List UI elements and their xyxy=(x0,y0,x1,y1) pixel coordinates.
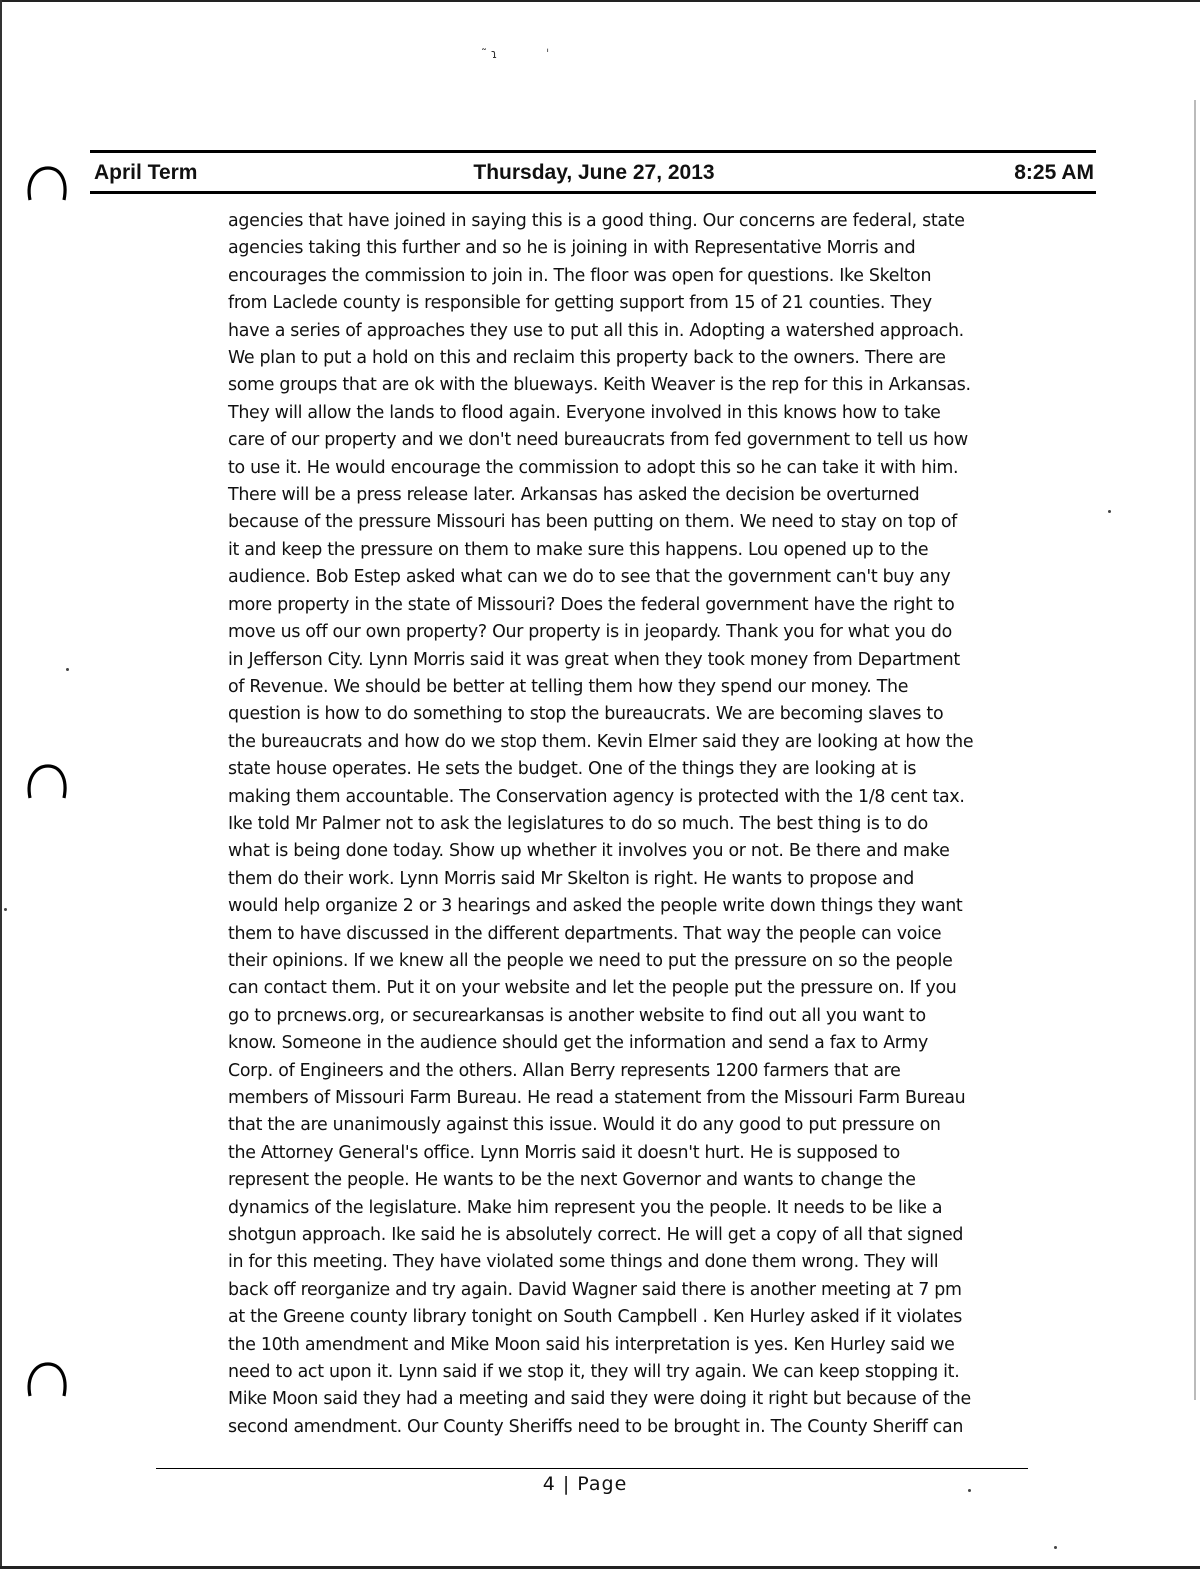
body-line: agencies that have joined in saying this is a good thing. Our concerns are federal, state xyxy=(228,211,965,231)
body-line: at the Greene county library tonight on South Campbell . Ken Hurley asked if it violates xyxy=(228,1307,962,1328)
header-top-rule xyxy=(90,150,1096,153)
header-bottom-rule xyxy=(90,191,1096,194)
body-line: have a series of approaches they use to put all this in. Adopting a watershed approach. xyxy=(228,320,964,341)
scan-artifact-dot xyxy=(1108,510,1111,513)
punch-hole-icon xyxy=(24,1358,70,1404)
body-line: that the are unanimously against this issue. Would it do any good to put pressure on xyxy=(228,1115,941,1136)
body-line: the 10th amendment and Mike Moon said his interpretation is yes. Ken Hurley said we xyxy=(228,1334,955,1355)
scan-edge-right xyxy=(1194,100,1196,1400)
scan-artifact-dot xyxy=(66,668,69,671)
body-line: the Attorney General's office. Lynn Morris said it doesn't hurt. He is supposed to xyxy=(228,1142,900,1163)
scan-artifact-dot xyxy=(968,1489,971,1492)
scan-artifact-dot xyxy=(4,908,7,911)
body-line: what is being done today. Show up whether it involves you or not. Be there and make xyxy=(228,841,950,862)
body-line: their opinions. If we knew all the people we need to put the pressure on so the people xyxy=(228,950,953,971)
body-line: Corp. of Engineers and the others. Allan Berry represents 1200 farmers that are xyxy=(228,1060,901,1081)
meeting-date: Thursday, June 27, 2013 xyxy=(473,161,715,184)
body-line: back off reorganize and try again. David Wagner said there is another meeting at 7 pm xyxy=(228,1279,962,1300)
footer-rule xyxy=(156,1468,1028,1469)
body-line: go to prcnews.org, or securearkansas is another website to find out all you want to xyxy=(228,1005,926,1026)
body-line: to use it. He would encourage the commission to adopt this so he can take it with him. xyxy=(228,457,959,478)
body-line: them to have discussed in the different departments. That way the people can voice xyxy=(228,923,942,944)
body-line: They will allow the lands to flood again. Everyone involved in this knows how to take xyxy=(228,402,941,423)
body-line: can contact them. Put it on your website and let the people put the pressure on. If you xyxy=(228,978,957,999)
body-line: shotgun approach. Ike said he is absolutely correct. He will get a copy of all that signed xyxy=(228,1225,964,1246)
body-line: would help organize 2 or 3 hearings and asked the people write down things they want xyxy=(228,896,963,917)
scan-artifact-mark: ˜ ɿ xyxy=(481,47,498,61)
body-line: state house operates. He sets the budget. One of the things they are looking at is xyxy=(228,759,917,780)
body-line: Mike Moon said they had a meeting and said they were doing it right but because of the xyxy=(228,1389,971,1410)
body-line: in for this meeting. They have violated some things and done them wrong. They will xyxy=(228,1252,939,1273)
punch-hole-icon xyxy=(24,760,70,806)
body-line: care of our property and we don't need bureaucrats from fed government to tell us how xyxy=(228,430,968,451)
body-line: audience. Bob Estep asked what can we do to see that the government can't buy any xyxy=(228,567,951,588)
body-line: second amendment. Our County Sheriffs need to be brought in. The County Sheriff can xyxy=(228,1416,964,1437)
page-header xyxy=(94,159,1094,187)
body-line: in Jefferson City. Lynn Morris said it was great when they took money from Department xyxy=(228,649,960,670)
body-line: Ike told Mr Palmer not to ask the legislatures to do so much. The best thing is to do xyxy=(228,813,928,834)
scan-artifact-mark: ˈ xyxy=(546,47,550,61)
body-line: the bureaucrats and how do we stop them. Kevin Elmer said they are looking at how the xyxy=(228,731,974,752)
body-line: from Laclede county is responsible for getting support from 15 of 21 counties. They xyxy=(228,293,932,314)
scan-edge-left xyxy=(0,0,2,1569)
scan-edge-top xyxy=(0,0,1200,2)
scan-edge-bottom xyxy=(0,1566,1200,1569)
scan-artifact-dot xyxy=(1054,1546,1057,1549)
body-line: represent the people. He wants to be the next Governor and wants to change the xyxy=(228,1170,916,1191)
body-line: dynamics of the legislature. Make him represent you the people. It needs to be like a xyxy=(228,1197,943,1218)
body-line: We plan to put a hold on this and reclaim this property back to the owners. There are xyxy=(228,348,946,369)
body-line: members of Missouri Farm Bureau. He read a statement from the Missouri Farm Bureau xyxy=(228,1088,966,1108)
body-line: it and keep the pressure on them to make sure this happens. Lou opened up to the xyxy=(228,539,929,560)
body-line: some groups that are ok with the blueways. Keith Weaver is the rep for this in Arkansas. xyxy=(228,375,971,396)
body-line: more property in the state of Missouri? Does the federal government have the right to xyxy=(228,594,955,615)
body-line: encourages the commission to join in. The floor was open for questions. Ike Skelton xyxy=(228,265,932,286)
body-line: know. Someone in the audience should get the information and send a fax to Army xyxy=(228,1033,928,1054)
body-line: need to act upon it. Lynn said if we stop it, they will try again. We can keep stopping it. xyxy=(228,1362,960,1383)
body-line: There will be a press release later. Arkansas has asked the decision be overturned xyxy=(228,485,920,506)
body-line: question is how to do something to stop the bureaucrats. We are becoming slaves to xyxy=(228,704,944,725)
page-number: 4 | Page xyxy=(542,1473,628,1495)
punch-hole-icon xyxy=(24,162,70,208)
body-line: them do their work. Lynn Morris said Mr Skelton is right. He wants to propose and xyxy=(228,868,915,889)
body-line: making them accountable. The Conservation agency is protected with the 1/8 cent tax. xyxy=(228,786,965,807)
body-line: agencies taking this further and so he is joining in with Representative Morris and xyxy=(228,238,916,259)
body-line: because of the pressure Missouri has been putting on them. We need to stay on top of xyxy=(228,512,958,533)
body-line: of Revenue. We should be better at telling them how they spend our money. The xyxy=(228,676,909,697)
body-line: move us off our own property? Our property is in jeopardy. Thank you for what you do xyxy=(228,622,952,643)
term-label: April Term xyxy=(94,161,198,184)
meeting-time: 8:25 AM xyxy=(1014,161,1094,184)
minutes-body-text xyxy=(228,208,1048,1441)
